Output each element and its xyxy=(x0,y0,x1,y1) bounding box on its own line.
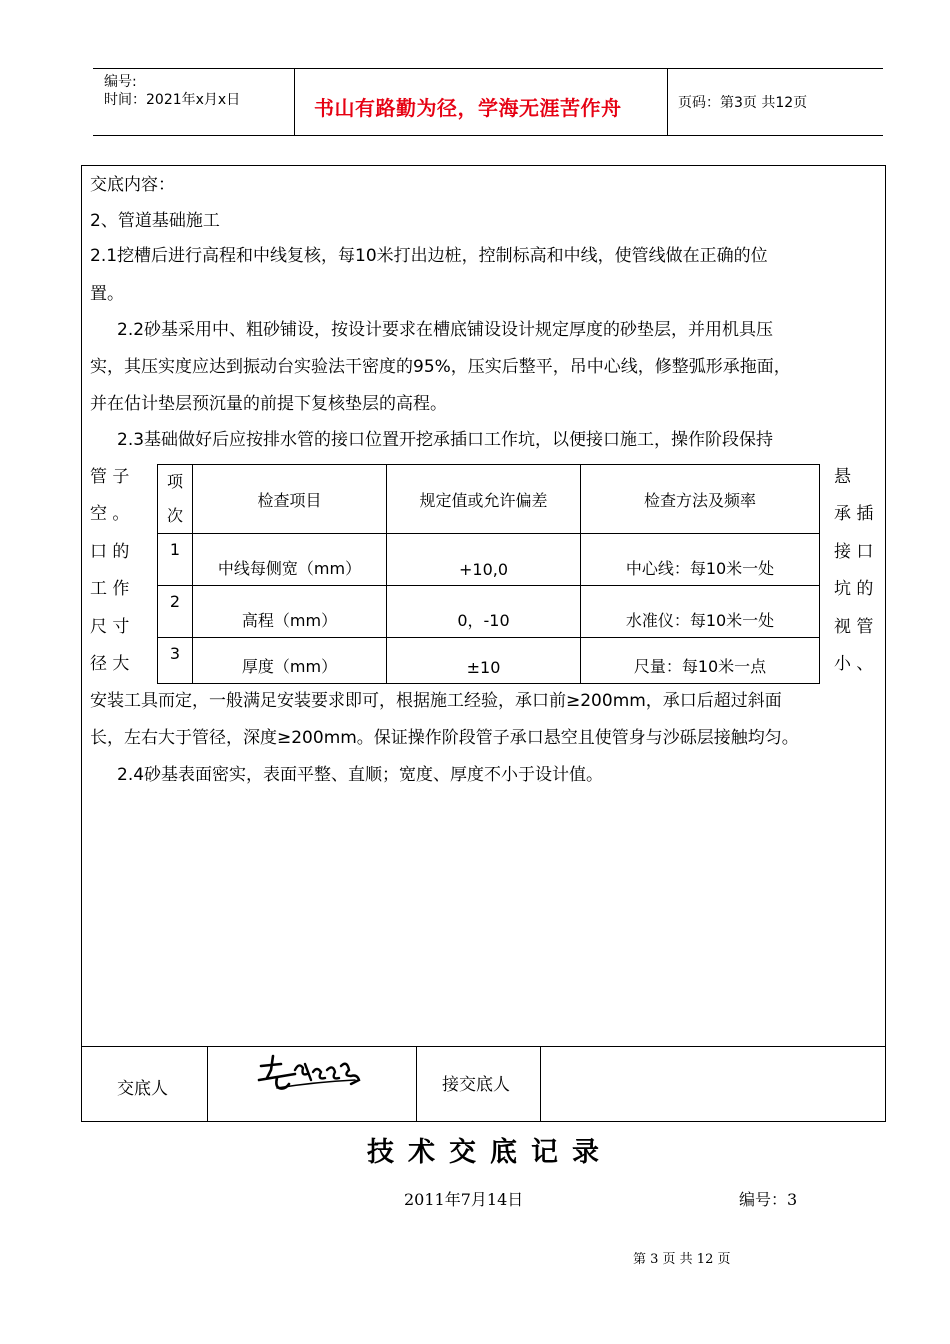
signature-divider-2 xyxy=(416,1046,417,1121)
record-title: 技术交底记录 xyxy=(367,1137,613,1168)
table-header-cell: 检查方法及频率 xyxy=(581,465,820,534)
wrap-right-3: 接 口 xyxy=(834,542,874,562)
table-header-cell: 项 次 xyxy=(158,465,193,534)
wrap-right-6: 小 、 xyxy=(834,654,874,674)
wrap-right-4: 坑 的 xyxy=(834,579,874,599)
table-header-cell: 检查项目 xyxy=(193,465,387,534)
table-row xyxy=(158,638,820,684)
paragraph-2-1-line2: 置。 xyxy=(90,284,124,304)
paragraph-2-3-line3: 长，左右大于管径，深度≥200mm。保证操作阶段管子承口悬空且使管身与沙砾层接触均匀。 xyxy=(90,728,799,748)
header-divider-left xyxy=(294,68,295,135)
paragraph-2-2-line1: 2.2砂基采用中、粗砂铺设，按设计要求在槽底铺设设计规定厚度的砂垫层，并用机具压 xyxy=(117,320,774,340)
paragraph-2-3-line1: 2.3基础做好后应按排水管的接口位置开挖承插口工作坑，以便接口施工，操作阶段保持 xyxy=(117,430,774,450)
header-top-rule xyxy=(93,68,883,69)
signature-row-rule xyxy=(81,1046,886,1047)
table-cell: 高程（mm） xyxy=(193,586,387,638)
table-header-row xyxy=(158,465,820,534)
table-cell: ±10 xyxy=(387,638,581,684)
section-heading: 2、管道基础施工 xyxy=(90,211,220,231)
paragraph-2-1-line1: 2.1挖槽后进行高程和中线复核，每10米打出边桩，控制标高和中线，使管线做在正确的位 xyxy=(90,246,768,266)
wrap-right-1: 悬 xyxy=(834,467,851,487)
record-number: 编号：3 xyxy=(739,1190,798,1209)
signature-divider-1 xyxy=(207,1046,208,1121)
wrap-left-2: 空 。 xyxy=(90,504,130,524)
wrap-left-6: 径 大 xyxy=(90,654,130,674)
header-motto: 书山有路勤为径，学海无涯苦作舟 xyxy=(314,96,622,120)
table-cell: 3 xyxy=(158,638,193,684)
wrap-left-3: 口 的 xyxy=(90,542,130,562)
paragraph-2-2-line2: 实，其压实度应达到振动台实验法干密度的95%，压实后整平，吊中心线，修整弧形承拖面， xyxy=(90,357,791,377)
wrap-left-1: 管 子 xyxy=(90,467,130,487)
wrap-left-4: 工 作 xyxy=(90,579,130,599)
table-cell: 0，-10 xyxy=(387,586,581,638)
table-cell: 1 xyxy=(158,534,193,586)
paragraph-2-3-line2: 安装工具而定，一般满足安装要求即可，根据施工经验，承口前≥200mm，承口后超过斜面 xyxy=(90,691,782,711)
table-cell: 中心线：每10米一处 xyxy=(581,534,820,586)
table-cell: 厚度（mm） xyxy=(193,638,387,684)
giver-label: 交底人 xyxy=(117,1079,168,1099)
table-cell: 尺量：每10米一点 xyxy=(581,638,820,684)
header-bottom-rule xyxy=(93,135,883,136)
header-number-label: 编号: xyxy=(104,74,137,90)
table-header-cell: 规定值或允许偏差 xyxy=(387,465,581,534)
wrap-left-5: 尺 寸 xyxy=(90,617,130,637)
section-label: 交底内容： xyxy=(90,175,175,195)
paragraph-2-4: 2.4砂基表面密实，表面平整、直顺；宽度、厚度不小于设计值。 xyxy=(117,765,604,785)
table-cell: 2 xyxy=(158,586,193,638)
table-cell: +10,0 xyxy=(387,534,581,586)
footer-page: 第 3 页 共 12 页 xyxy=(633,1252,731,1267)
header-divider-right xyxy=(667,68,668,135)
paragraph-2-2-line3: 并在估计垫层预沉量的前提下复核垫层的高程。 xyxy=(90,394,447,414)
handwritten-signature xyxy=(255,1050,375,1094)
signature-divider-3 xyxy=(540,1046,541,1121)
inspection-table xyxy=(157,464,820,684)
header-time-label: 时间：2021年x月x日 xyxy=(104,92,241,108)
header-page-label: 页码：第3页 共12页 xyxy=(678,95,808,111)
table-row xyxy=(158,534,820,586)
wrap-right-5: 视 管 xyxy=(834,617,874,637)
wrap-right-2: 承 插 xyxy=(834,504,874,524)
table-cell: 中线每侧宽（mm） xyxy=(193,534,387,586)
table-cell: 水准仪：每10米一处 xyxy=(581,586,820,638)
table-row xyxy=(158,586,820,638)
receiver-label: 接交底人 xyxy=(442,1075,510,1095)
record-date: 2011年7月14日 xyxy=(404,1190,524,1209)
